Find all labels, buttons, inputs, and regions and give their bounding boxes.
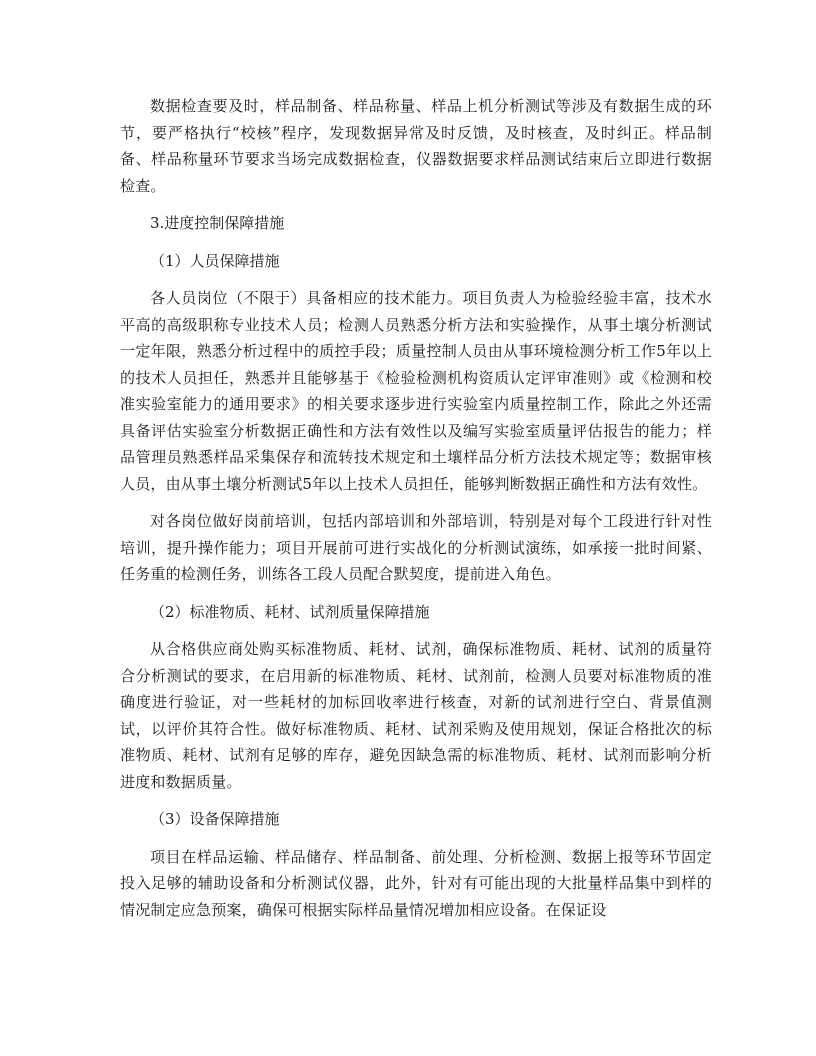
subheading-equipment: （3）设备保障措施	[150, 810, 280, 828]
document-body	[120, 93, 712, 923]
paragraph-data-check: 数据检查要及时，样品制备、样品称量、样品上机分析测试等涉及有数据生成的环节，要严格执行“校核”程序，发现数据异常及时反馈，及时核查，及时纠正。样品制备、样品称量环节要求当场完成数据检查，仪器数据要求样品测试结束后立即进行数据检查。	[120, 97, 712, 195]
paragraph-training: 对各岗位做好岗前培训，包括内部培训和外部培训，特别是对每个工段进行针对性培训，提升操作能力；项目开展前可进行实战化的分析测试演练，如承接一批时间紧、任务重的检测任务，训练各工段人员配合默契度，提前进入角色。	[120, 512, 712, 583]
subheading-materials: （2）标准物质、耗材、试剂质量保障措施	[150, 602, 430, 621]
section-heading-schedule-control: 3.进度控制保障措施	[150, 214, 285, 232]
paragraph-equipment: 项目在样品运输、样品储存、样品制备、前处理、分析检测、数据上报等环节固定投入足够的辅助设备和分析测试仪器，此外，针对有可能出现的大批量样品集中到样的情况制定应急预案，确保可根据实际样品量情况增加相应设备。在保证设	[120, 847, 712, 919]
paragraph-materials: 从合格供应商处购买标准物质、耗材、试剂，确保标准物质、耗材、试剂的质量符合分析测试的要求，在启用新的标准物质、耗材、试剂前，检测人员要对标准物质的准确度进行验证，对一些耗材的加标回收率进行核查，对新的试剂进行空白、背景值测试，以评价其符合性。做好标准物质、耗材、试剂采购及使用规划，保证合格批次的标准物质、耗材、试剂有足够的库存，避免因缺急需的标准物质、耗材、试剂而影响分析进度和数据质量。	[120, 640, 712, 791]
paragraph-personnel-capability: 各人员岗位（不限于）具备相应的技术能力。项目负责人为检验经验丰富，技术水平高的高级职称专业技术人员；检测人员熟悉分析方法和实验操作，从事土壤分析测试一定年限，熟悉分析过程中的质控手段；质量控制人员由从事环境检测分析工作5年以上的技术人员担任，熟悉并且能够基于《检验检测机构资质认定评审准则》或《检测和校准实验室能力的通用要求》的相关要求逐步进行实验室内质量控制工作，除此之外还需具备评估实验室分析数据正确性和方法有效性以及编写实验室质量评估报告的能力；样品管理员熟悉样品采集保存和流转技术规定和土壤样品分析方法技术规定等；数据审核人员，由从事土壤分析测试5年以上技术人员担任，能够判断数据正确性和方法有效性。	[120, 289, 712, 493]
subheading-personnel: （1）人员保障措施	[150, 251, 280, 270]
